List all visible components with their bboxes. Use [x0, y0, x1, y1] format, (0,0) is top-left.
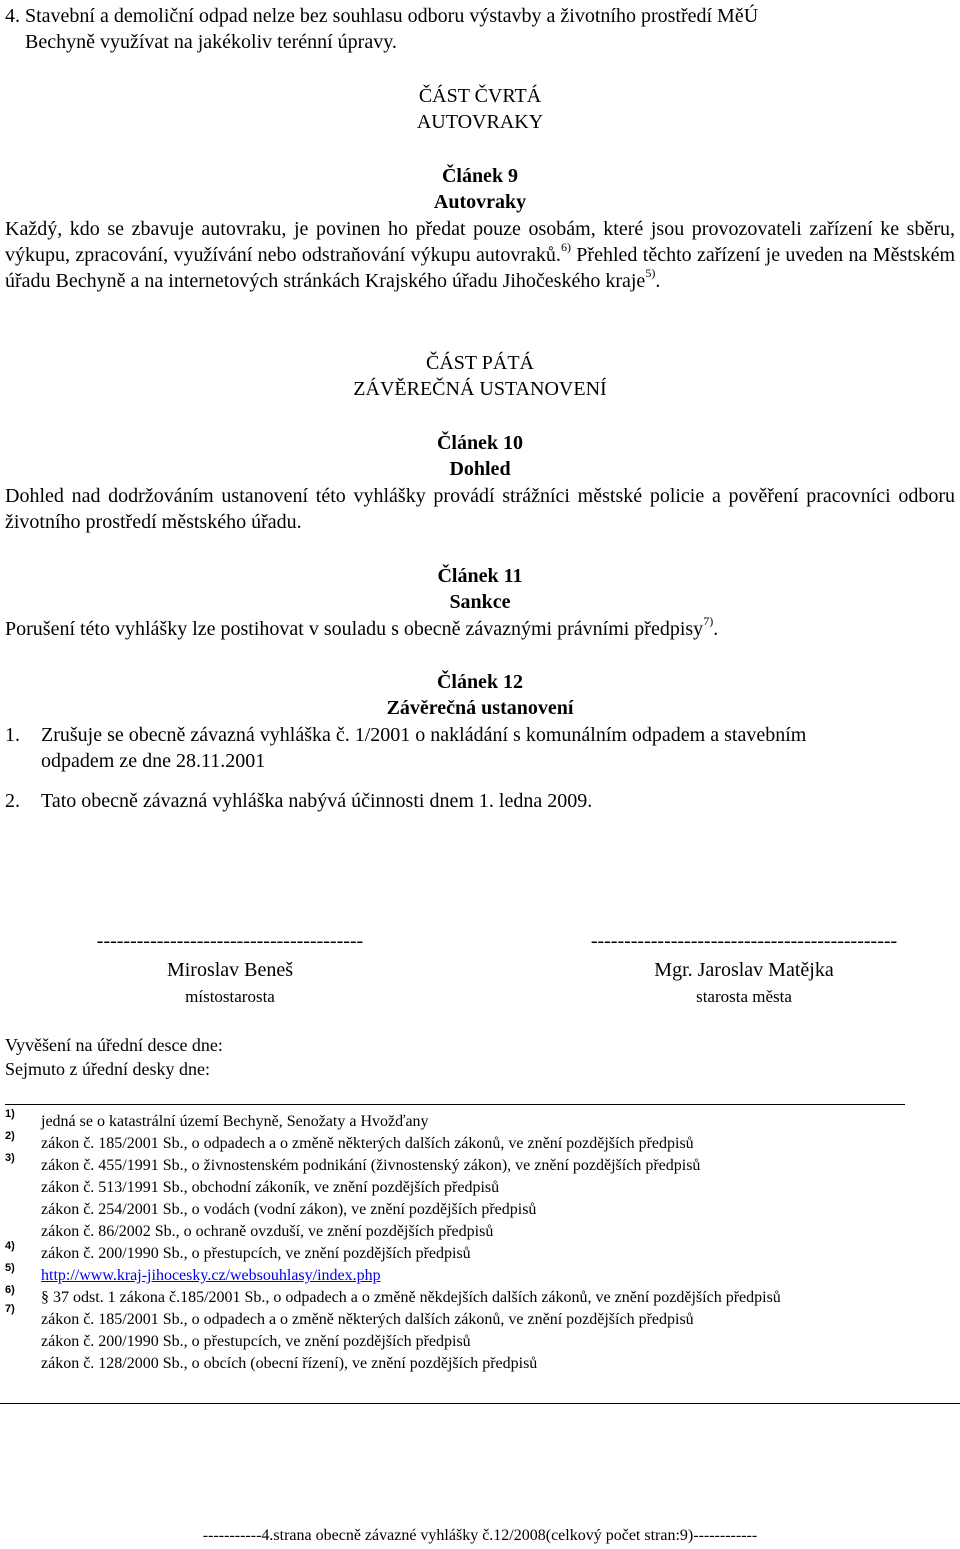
article-10-heading: Článek 10 [436, 432, 524, 454]
item-4 [5, 3, 955, 55]
page-footer: -----------4.strana obecně závazné vyhlášky č.12/2008(celkový počet stran:9)------------ [202, 1527, 758, 1544]
item-4-line1: 4. Stavební a demoliční odpad nelze bez souhlasu odboru výstavby a životního prostředí MěÚ [5, 5, 759, 27]
footnote-line-12: zákon č. 128/2000 Sb., o obcích (obecní řízení), ve znění pozdějších předpisů [41, 1355, 538, 1372]
article-10-name: Dohled [449, 458, 511, 480]
article-12-item-1-line2: odpadem ze dne 28.11.2001 [41, 750, 266, 772]
article-12-name: Závěrečná ustanovení [386, 697, 574, 719]
article-12-item-2-num: 2. [5, 790, 20, 812]
part-5-subtitle: ZÁVĚREČNÁ USTANOVENÍ [353, 378, 607, 400]
item-4-line2: Bechyně využívat na jakékoliv terénní úpravy. [25, 31, 397, 53]
article-12-item-1-num: 1. [5, 724, 20, 746]
footnote-mark-3: 3) [5, 1152, 15, 1164]
footnote-mark-7: 7) [5, 1303, 15, 1315]
part-4-title: ČÁST ČVRTÁ [418, 85, 542, 107]
footnote-line-10: zákon č. 185/2001 Sb., o odpadech a o změně některých dalších zákonů, ve znění pozdějších předpisů [41, 1311, 694, 1328]
right-signatory-role: starosta města [696, 987, 792, 1006]
removed-date-label: Sejmuto z úřední desky dne: [5, 1059, 210, 1079]
page-bottom-rule [0, 1403, 960, 1404]
article-9-name: Autovraky [433, 191, 527, 213]
footnote-mark-1: 1) [5, 1108, 15, 1120]
article-9-text-a: Každý, kdo se zbavuje autovraku, je povinen ho předat pouze osobám, které jsou provozovateli zařízení ke sběru, výkupu, zpracování, využívání nebo odstraňování výkupu autovraků. [5, 218, 955, 266]
footnote-line-1: jedná se o katastrální území Bechyně, Senožaty a Hvožďany [41, 1113, 429, 1130]
footnote-mark-5: 5) [5, 1262, 15, 1274]
article-9-text-b: Přehled těchto zařízení je uveden na Městském úřadu Bechyně a na internetových stránkách Krajského úřadu Jihočeského kraje [5, 244, 956, 292]
part-5-title: ČÁST PÁTÁ [426, 352, 534, 374]
right-signature-line: ---------------------------------------------- [590, 930, 898, 952]
footnote-mark-4: 4) [5, 1240, 15, 1252]
footnote-line-3: zákon č. 455/1991 Sb., o živnostenském podnikání (živnostenský zákon), ve znění pozdějších předpisů [41, 1157, 701, 1174]
footnote-line-9: § 37 odst. 1 zákona č.185/2001 Sb., o odpadech a o změně někdejších dalších zákonů, ve znění pozdějších předpisů [41, 1289, 781, 1306]
footnote-lines [41, 1111, 956, 1375]
article-9-text [5, 216, 955, 294]
article-11-text-main: Porušení této vyhlášky lze postihovat v souladu s obecně závaznými právními předpisy [5, 618, 704, 640]
footnote-ref-5: 5) [645, 266, 656, 281]
article-12-item-2-text: Tato obecně závazná vyhláška nabývá účinnosti dnem 1. ledna 2009. [41, 790, 593, 812]
footnote-line-4: zákon č. 513/1991 Sb., obchodní zákoník, ve znění pozdějších předpisů [41, 1179, 500, 1196]
article-10-text: Dohled nad dodržováním ustanovení této vyhlášky provádí strážníci městské policie a pověření pracovníci odboru životního prostředí městského úřadu. [5, 485, 955, 533]
article-9-text-c: . [655, 270, 661, 292]
footnote-mark-2: 2) [5, 1130, 15, 1142]
article-11-text [5, 616, 955, 642]
footnote-line-7: zákon č. 200/1990 Sb., o přestupcích, ve znění pozdějších předpisů [41, 1245, 471, 1262]
footnote-ref-6: 6) [560, 240, 571, 255]
footnote-link-kraj-jihocesky[interactable]: http://www.kraj-jihocesky.cz/websouhlasy/index.php [41, 1267, 381, 1284]
left-signatory-name: Miroslav Beneš [166, 959, 294, 981]
article-11-name: Sankce [449, 591, 511, 613]
article-12-heading: Článek 12 [436, 671, 524, 693]
article-12-item-1-line1: Zrušuje se obecně závazná vyhláška č. 1/2001 o nakládání s komunálním odpadem a stavebním [41, 724, 807, 746]
footnote-line-2: zákon č. 185/2001 Sb., o odpadech a o změně některých dalších zákonů, ve znění pozdějších předpisů [41, 1135, 694, 1152]
article-9-heading: Článek 9 [441, 165, 519, 187]
footnote-line-11: zákon č. 200/1990 Sb., o přestupcích, ve znění pozdějších předpisů [41, 1333, 471, 1350]
left-signatory-role: místostarosta [185, 987, 275, 1006]
footnote-ref-7: 7) [703, 614, 714, 629]
footnote-separator [5, 1104, 905, 1105]
article-11-text-end: . [713, 618, 719, 640]
part-4-subtitle: AUTOVRAKY [416, 111, 544, 133]
left-signature-line: ---------------------------------------- [96, 930, 364, 952]
posted-date-label: Vyvěšení na úřední desce dne: [5, 1035, 223, 1055]
right-signatory-name: Mgr. Jaroslav Matějka [654, 959, 834, 981]
footnote-line-5: zákon č. 254/2001 Sb., o vodách (vodní zákon), ve znění pozdějších předpisů [41, 1201, 537, 1218]
footnote-line-6: zákon č. 86/2002 Sb., o ochraně ovzduší, ve znění pozdějších předpisů [41, 1223, 494, 1240]
article-11-heading: Článek 11 [437, 565, 523, 587]
footnote-mark-6: 6) [5, 1284, 15, 1296]
